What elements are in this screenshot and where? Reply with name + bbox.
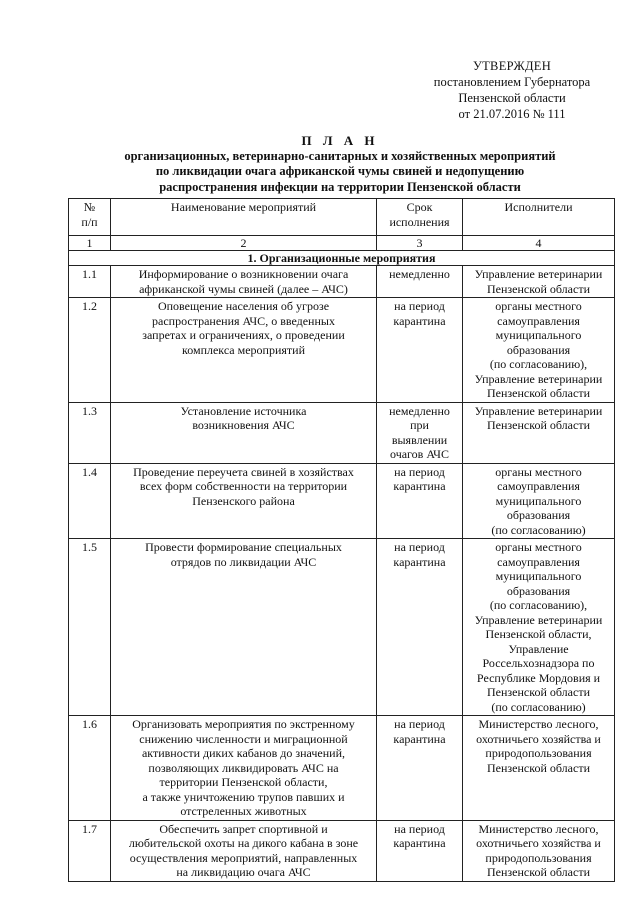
executors [463,266,615,298]
executors [463,539,615,716]
row-number: 1.4 [69,463,111,539]
activity-name-line: запретах и ограничениях, о проведении [142,328,345,342]
activity-name-line: на ликвидацию очага АЧС [176,865,311,879]
activity-name-line: распространения АЧС, о введенных [152,313,335,328]
execution-term [377,402,463,463]
table-row [69,716,615,821]
activity-name-line: Провести формирование специальных [145,540,342,554]
execution-term [377,539,463,716]
executors-line: самоуправления [497,313,580,328]
executors-line: Управление ветеринарии [474,267,603,281]
executors-line: (по согласованию), [489,357,588,371]
executors-line: Управление ветеринарии [474,612,603,627]
activity-name [111,402,377,463]
execution-term-line: на период [394,821,445,836]
header-executors: Исполнители [463,199,615,236]
activity-name-line: Информирование о возникновении очага [138,267,349,281]
activity-name-line: отрядов по ликвидации АЧС [170,554,317,569]
executors-line: Управление [508,641,569,656]
activity-name-line: отстреленных животных [180,804,307,818]
executors-line: Пензенской области [487,386,590,400]
executors-line: (по согласованию) [491,699,586,714]
section-title: 1. Организационные мероприятия [69,251,615,266]
executors-line: Министерство лесного, [478,821,599,836]
executors [463,820,615,881]
table-row [69,463,615,539]
activity-name-line: Организовать мероприятия по экстренному [132,717,355,731]
document-title [60,133,620,195]
execution-term-line: карантина [393,836,446,850]
executors-line: образования [506,508,571,522]
table-row [69,820,615,881]
table-row [69,266,615,298]
executors-line: (по согласованию), [489,598,588,612]
execution-term-line: на период [394,717,445,731]
column-number: 1 [69,236,111,251]
activity-name [111,298,377,403]
row-number: 1.2 [69,298,111,403]
activity-name [111,716,377,821]
activity-name-line: Проведение переучета свиней в хозяйствах [133,464,354,479]
execution-term-line: карантина [393,479,446,493]
execution-term [377,298,463,403]
executors-line: органы местного [495,299,582,313]
executors [463,402,615,463]
executors-line: природопользования [485,850,592,865]
execution-term-line: немедленно [389,267,450,281]
executors-line: образования [506,583,571,598]
execution-term-line: на период [394,540,445,554]
activity-name-line: осуществления мероприятий, направленных [129,850,358,865]
approval-heading: УТВЕРЖДЕН [472,59,552,73]
activity-name-line: снижению численности и миграционной [139,731,348,746]
approval-line: постановлением Губернатора [433,75,591,89]
activity-name-line: африканской чумы свиней (далее – АЧС) [139,281,348,296]
execution-term-line: при [410,418,429,432]
row-number: 1.1 [69,266,111,298]
executors [463,716,615,821]
execution-term [377,820,463,881]
table-row [69,539,615,716]
header-name: Наименование мероприятий [111,199,377,236]
activity-name-line: Установление источника [180,403,307,418]
approval-line: Пензенской области [458,91,566,105]
activity-name [111,463,377,539]
title-line: по ликвидации очага африканской чумы свиней и недопущению [155,164,525,178]
table-header-row [69,199,615,236]
executors [463,298,615,403]
activity-name-line: комплекса мероприятий [181,342,306,357]
table-row [69,402,615,463]
executors-line: Пензенской области [487,865,590,879]
activity-name [111,266,377,298]
execution-term-line: карантина [393,731,446,746]
approval-stamp [412,58,612,122]
activity-name-line: а также уничтожению трупов павших и [142,789,345,804]
executors-line: Республике Мордовия и [476,670,601,685]
table-row [69,298,615,403]
title-line: распространения инфекции на территории Пензенской области [159,179,521,194]
executors-line: охотничьего хозяйства и [476,836,601,850]
activity-name-line: возникновения АЧС [192,418,295,432]
execution-term-line: выявлении [391,432,448,447]
plan-table [68,198,615,882]
execution-term-line: на период [394,464,445,479]
execution-term-line: очагов АЧС [390,447,449,461]
activity-name-line: активности диких кабанов до значений, [141,746,346,760]
activity-name-line: всех форм собственности на территории [139,479,348,493]
row-number: 1.5 [69,539,111,716]
executors-line: самоуправления [497,554,580,569]
executors-line: Пензенской области [487,760,590,775]
executors-line: Пензенской области [487,685,590,699]
execution-term [377,266,463,298]
column-numbers-row [69,236,615,251]
plan-heading: П Л А Н [301,133,379,148]
activity-name-line: позволяющих ликвидировать АЧС на [148,760,339,775]
executors [463,463,615,539]
activity-name-line: Обеспечить запрет спортивной и [159,821,328,836]
column-number: 2 [111,236,377,251]
execution-term-line: на период [394,299,445,313]
executors-line: Управление ветеринарии [474,403,603,418]
executors-line: органы местного [495,540,582,554]
approval-date-line: от 21.07.2016 № 111 [458,107,566,121]
executors-line: Пензенской области, [485,627,592,641]
execution-term-line: немедленно [389,403,450,418]
activity-name-line: любительской охоты на дикого кабана в зоне [128,836,359,850]
row-number: 1.7 [69,820,111,881]
execution-term [377,463,463,539]
executors-line: муниципального [495,569,582,583]
header-term: Срок исполнения [377,199,463,236]
execution-term-line: карантина [393,313,446,328]
activity-name [111,820,377,881]
header-number: № п/п [69,199,111,236]
executors-line: Пензенской области [487,281,590,296]
executors-line: (по согласованию) [491,522,586,537]
activity-name-line: Оповещение населения об угрозе [157,299,330,313]
executors-line: Министерство лесного, [478,717,599,731]
executors-line: охотничьего хозяйства и [476,731,601,746]
row-number: 1.3 [69,402,111,463]
executors-line: образования [506,342,571,357]
activity-name-line: территории Пензенской области, [159,775,328,789]
executors-line: муниципального [495,493,582,508]
executors-line: самоуправления [497,479,580,493]
row-number: 1.6 [69,716,111,821]
column-number: 4 [463,236,615,251]
executors-line: органы местного [495,464,582,479]
section-row [69,251,615,266]
executors-line: Управление ветеринарии [474,371,603,386]
execution-term-line: карантина [393,554,446,569]
executors-line: муниципального [495,328,582,342]
activity-name [111,539,377,716]
title-line: организационных, ветеринарно-санитарных и хозяйственных мероприятий [124,148,556,163]
executors-line: природопользования [485,746,592,760]
column-number: 3 [377,236,463,251]
executors-line: Пензенской области [487,418,590,432]
activity-name-line: Пензенского района [192,493,295,508]
execution-term [377,716,463,821]
executors-line: Россельхознадзора по [482,656,595,670]
